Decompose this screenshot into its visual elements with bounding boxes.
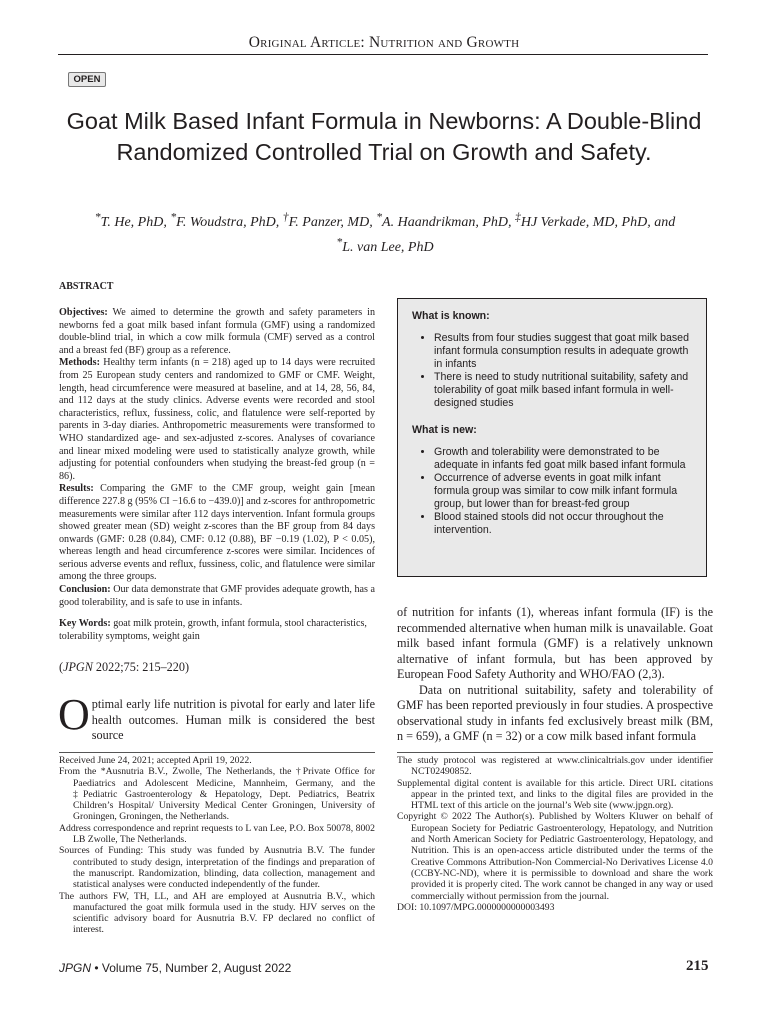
abstract-results: Results: Comparing the GMF to the CMF group, weight gain [mean difference 227.8 g (95% CI −16.6 to −439.0)] and z-scores for anthropometric measurements were similar after 112 days intervention. Infant formula groups showed greater mean (SD) weight z-scores than the BF group from 84 days onwards (GMF: 0.28 (0.84), CMF: 0.12 (0.88), BF −0.19 (1.02), P < 0.05), whereas length and head circumference z-scores were similar. Incidences of serious adverse events and reflux, fussiness, colic, and flatulence were similar among the three groups. (59, 483, 375, 583)
list-item: • Growth and tolerability were demonstrated to be adequate in infants fed goat milk based infant formula (434, 446, 694, 472)
footnote: Copyright © 2022 The Author(s). Published by Wolters Kluwer on behalf of European Society for Pediatric Gastroenterology, Hepatology, and Nutrition and North American Society for Pediatric Gastroenterology, Hepatology, and Nutrition. This is an open-access article distributed under the terms of the Creative Commons Attribution-Non Commercial-No Derivatives License 4.0 (CCBY-NC-ND), where it is permissible to download and share the work provided it is properly cited. The work cannot be changed in any way or used commercially without permission from the journal. (397, 811, 713, 902)
author: *A. Haandrikman, PhD, (376, 210, 516, 230)
footnote: Sources of Funding: This study was funded by Ausnutria B.V. The funder contributed to study design, interpretation of the findings and preparation of the manuscript. Randomization, blinding, data collection, management and statistical analyses were conducted independently of the funder. (59, 845, 375, 891)
author: *F. Woudstra, PhD, (170, 210, 283, 230)
footnote: Supplemental digital content is available for this article. Direct URL citations appear in the printed text, and links to the digital files are provided in the HTML text of this article on the journal’s Web site (www.jpgn.org). (397, 777, 713, 812)
abstract-body (59, 307, 375, 609)
open-access-badge: OPEN (68, 72, 106, 87)
author: *T. He, PhD, (94, 210, 171, 230)
page-number: 215 (686, 958, 709, 974)
header-rule (58, 54, 708, 55)
footer-journal-info: JPGN • Volume 75, Number 2, August 2022 (59, 961, 292, 975)
body-text-right (397, 605, 713, 745)
author: †F. Panzer, MD, (282, 210, 377, 230)
what-is-known-heading: What is known: (412, 310, 490, 322)
list-item: • Results from four studies suggest that goat milk based infant formula consumption results in adequate growth in infants (434, 332, 694, 371)
citation: (JPGN 2022;75: 215–220) (59, 660, 190, 674)
author-list (55, 207, 715, 258)
article-title: Goat Milk Based Infant Formula in Newborns: A Double-Blind Randomized Controlled Trial on Growth and Safety. (66, 108, 702, 165)
author: *L. van Lee, PhD (336, 235, 434, 256)
abstract-methods: Methods: Healthy term infants (n = 218) aged up to 14 days were recruited from 25 European study centers and randomized to GMF or CMF. Weight, length, head circumference were measured at baseline, and at 14, 28, 56, 84, and 112 days at the study clinics. Adverse events were recorded and stool characteristics, reflux, fussiness, colic, and flatulence were self-reported by parents in 3-day diaries. Anthropometric measurements were transformed to WHO standardized age- and sex-adjusted z-scores. Analyses of covariance and linear mixed modeling were used to statistically analyze growth, while adjusting for potential confounders when studying the breast-fed group (n = 86). (59, 357, 375, 482)
footnote: From the *Ausnutria B.V., Zwolle, The Netherlands, the †Private Office for Paediatrics and Adolescent Medicine, Mannheim, Germany, and the ‡Pediatric Gastroenterology & Hepatology, Dept. Pediatrics, Beatrix Children’s Hospital/ University Medical Center Groningen, University of Groningen, Groningen, the Netherlands. (59, 766, 375, 823)
footnotes-right (397, 752, 713, 913)
list-item: • Blood stained stools did not occur throughout the intervention. (434, 511, 694, 537)
abstract-conclusion: Conclusion: Our data demonstrate that GMF provides adequate growth, has a good tolerability, and is safe to use in infants. (59, 584, 375, 608)
keywords: Key Words: goat milk protein, growth, infant formula, stool characteristics, tolerability symptoms, weight gain (59, 618, 367, 642)
intro-paragraph: Optimal early life nutrition is pivotal for early and later life health outcomes. Human milk is considered the best source (58, 690, 375, 742)
body-paragraph: of nutrition for infants (1), whereas infant formula (IF) is the recommended alternative when human milk is unavailable. Goat milk based infant formula (GMF) is a relatively unknown alternative of infant formula, but has been approved by European Food Safety Authority and WHO/FAO (2,3). (397, 605, 713, 681)
drop-cap: O (58, 690, 90, 739)
abstract-objectives: Objectives: We aimed to determine the growth and safety parameters in newborns fed a goat milk based infant formula (GMF) using a randomized double-blind trial, in which a cow milk formula (CMF) served as a control and a breast fed (BF) group as a reference. (59, 307, 375, 356)
footnote: The authors FW, TH, LL, and AH are employed at Ausnutria B.V., which manufactured the goat milk formula used in the study. HJV serves on the scientific advisory board for Ausnutria B.V. FP declared no conflict of interest. (59, 890, 375, 936)
list-item: • There is need to study nutritional suitability, safety and tolerability of goat milk based infant formula in well-designed studies (434, 371, 694, 410)
abstract-heading: ABSTRACT (59, 281, 114, 292)
body-paragraph: Data on nutritional suitability, safety and tolerability of GMF has been reported previously in four studies. A prospective observational study in infants fed exclusively breast milk (BM, n = 659), a GMF (n = 32) or a cow milk based infant formula (397, 682, 713, 743)
footnote: The study protocol was registered at www.clinicaltrials.gov under identifier NCT02490852. (397, 752, 713, 778)
what-is-new-list (412, 446, 694, 537)
key-points-box (397, 298, 707, 577)
what-is-known-list (412, 332, 694, 410)
footnote: Received June 24, 2021; accepted April 19, 2022. (59, 752, 375, 766)
footnote: DOI: 10.1097/MPG.0000000000003493 (397, 901, 555, 913)
list-item: • Occurrence of adverse events in goat milk infant formula group was similar to cow milk infant formula group, but lower than for breast-fed group (434, 472, 694, 511)
footnote: Address correspondence and reprint requests to L van Lee, P.O. Box 50078, 8002 LB Zwolle, The Netherlands. (59, 822, 375, 846)
section-header: Original Article: Nutrition and Growth (248, 34, 520, 51)
author: ‡HJ Verkade, MD, PhD, and (515, 210, 676, 230)
what-is-new-heading: What is new: (412, 424, 477, 436)
footnotes-left (59, 752, 375, 936)
